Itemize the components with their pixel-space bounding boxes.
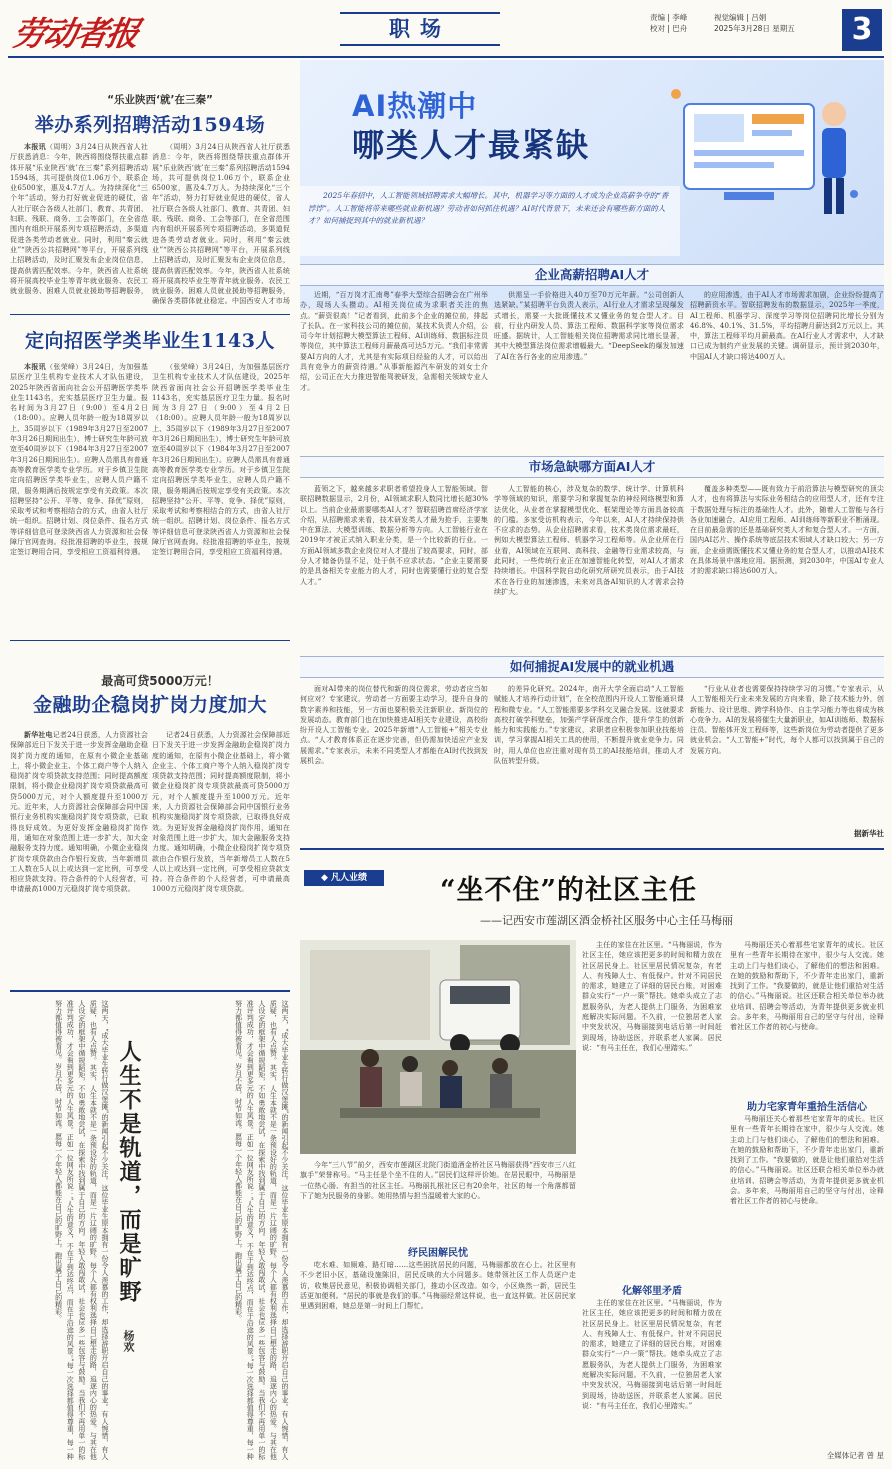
ai-section-1-heading: 企业高薪招聘AI人才 xyxy=(300,264,884,286)
feature-intro: 今年“三八节”前夕，西安市莲湖区北院门街道酒金桥社区马梅丽获得“西安市三八红旗手”荣誉称号。“马主任是个坐不住的人。”居民们这样评价她。在居民眼中，马梅丽是一位热心肠、有担当的社区主任。马梅丽扎根社区已有20余年，社区的每一个角落都留下了她为民服务的身影。她用热情与担当温暖着大家的心。 xyxy=(300,1161,576,1200)
hero-title-2: 哪类人才最紧缺 xyxy=(352,126,591,164)
feature-tag-text: 凡人业绩 xyxy=(331,873,368,883)
design-label: 视觉编辑 xyxy=(714,13,744,22)
hero-title-1: AI热潮中 xyxy=(352,89,478,123)
proof-name: 巴舟 xyxy=(672,24,688,33)
feature-col3: 马梅丽还关心着那些宅家青年的成长。社区里有一些青年长期待在家中，很少与人交流。她主动上门与他们谈心，了解他们的想法和困难。在她的鼓励和帮助下，不少青年走出家门，重新找到了工作。“我要做的，就是让他们重拾对生活的信心。”马梅丽说。社区还联合相关单位举办就业培训、招聘会等活动，为青年提供更多就业机会。多年来，马梅丽用自己的坚守与付出，诠释着社区工作者的初心与使命。 xyxy=(730,941,884,1032)
essay-title: 人生不是轨道，而是旷野 xyxy=(116,1040,142,1304)
article1-byline: 本报讯 xyxy=(24,142,47,151)
community-photo-icon xyxy=(300,940,576,1154)
section-title: 职场 xyxy=(340,12,500,46)
ai-section-2-col2: 人工智能的核心，涉及复杂的数学、统计学、计算机科学等领域的知识，需要学习和掌握复杂的神经网络模型和算法优化，从业者在掌握模型优化、框架理论等方面具备较高的门槛。多家受访机构表示，今年以来，AI人才持续保持供不应求的态势。从企业招聘需求看，技术类岗位需求最旺，例如大模型算法工程师、机器学习工程师等。从企业所在行业看，AI领域在互联网、高科技、金融等行业需求较高，与此同时，一些传统行业正在加速智能化转型，对AI人才需求持续增长。中国科学院自动化研究所研究员表示，由于AI技术在各行业的加速渗透，未来对具备AI知识的人才需求会持续扩大。 xyxy=(494,485,684,596)
feature-subhead-1: 纾民困解民忧 xyxy=(408,1248,468,1259)
essay-author: 杨欢 xyxy=(122,1330,135,1352)
article3-kicker: 最高可贷5000万元！ xyxy=(101,674,219,688)
editor-name: 李峰 xyxy=(672,13,688,22)
feature-subhead-3: 助力宅家青年重拾生活信心 xyxy=(747,1102,867,1113)
article3-text: 记者24日获悉，人力资源社会保障部近日下发关于进一步发挥金融助企稳岗扩岗力度的通知，在原有小微企业基础上，将小微企业主、个体工商户等个人纳入稳岗扩岗专项贷款支持范围；同时提高额度限制，将小微企业稳岗扩岗专项贷款最高可贷5000万元，对个人额度提升至1000万元。近年来，人力资源社会保障部会同中国银行业务机构实施稳岗扩岗专项贷款，已取得良好成效。为更好发挥金融稳岗扩岗作用，通知在对象范围上进一步扩大，加大金融服务支持力度。通知明确，小微企业稳岗扩岗专项贷款由合作银行发放，当年新增员工人数在5人以上或达到一定比例，可享受相应贷款支持。符合条件的个人经营者，可申请最高1000万元稳岗扩岗专项贷款。 xyxy=(10,731,148,894)
article1-kicker: “乐业陕西‘就’在三秦” xyxy=(107,94,213,106)
feature-col2b: 主任的家住在社区里。“马梅丽说，作为社区主任，她应该把更多的时间和精力放在社区居民身上。社区里居民情况复杂，有老人、有残障人士、有低保户。针对不同居民的需求，她建立了详细的居民台账，对困难群众实行“一户一策”帮扶。她牵头成立了志愿服务队，为老人提供上门服务，为困难家庭解决实际问题。不久前，一位独居老人家中突发状况，马梅丽接到电话后第一时间赶到现场，协助送医，并联系老人家属。居民说：“有马主任在，我们心里踏实。” xyxy=(582,1299,722,1410)
ai-section-3-heading: 如何捕捉AI发展中的就业机遇 xyxy=(300,656,884,678)
ai-section-3-col3: “行业从业者也需要保持持续学习的习惯。”专家表示，从人工智能相关行业未来发展的方向来看，除了技术能力外，创新能力、设计思维、跨学科协作、自主学习能力等也将成为核心竞争力。AI的发展将催生大量新职业，如AI训练师、数据标注员、智能体开发工程师等，这些新岗位为劳动者提供了更多就业机会。“人工智能+”时代，每个人都可以找到属于自己的发展方向。 xyxy=(690,685,884,755)
article1-title: 举办系列招聘活动1594场 xyxy=(34,114,266,136)
header-rule xyxy=(8,56,884,58)
article2-body-col2 xyxy=(152,362,290,632)
article2-body xyxy=(10,362,148,632)
article2-byline: 本报讯 xyxy=(24,362,47,371)
essay-body-left: 这两天，“成大毕业生转行做汉堡摊”的新闻引起不少关注。这位毕业生原本拥有一份令人羡慕的工作，却选择辞职开启自己的事业。有人惋惜，有人质疑，也有人点赞。其实，人生本就不是一条预设好的轨道，而是一片辽阔的旷野。每个人都有权利选择自己想走的路，追逐内心的热爱。与其在他人设定的框架中循规蹈矩，不如勇敢地尝试，在探索中找到属于自己的方向。年轻人敢闯敢试，社会也应多一些包容与鼓励。当我们不再用单一的标准评判成功，才会看到更多元的人生风景。正如一位网友所说：“人生的意义，不在于到达终点，而在于沿途的风景。”每一次选择都值得尊重，每一种努力都值得被看见。岁月不居，时节如流。愿每一个年轻人都能在自己的旷野上，跑出属于自己的精彩。 xyxy=(54,1000,109,1460)
article2-text: （张荣峰）3月24日，为加强基层医疗卫生机构专业技术人才队伍建设，2025年陕西省面向社会公开招聘医学类毕业生1143名，充实基层医疗卫生力量。报名时间为3月27日（9:00）至4月2日（18:00）。应聘人员年龄一般为18周岁以上、35周岁以下（1989年3月27日至2007年3月26日期间出生），博士研究生年龄可放宽至40周岁以下（1984年3月27日至2007年3月26日期间出生）。应聘人员需具有普通高等教育医学类专业学历。对于乡镇卫生院定向招聘医学类毕业生，应聘人员户籍不限，服务期满后按规定享受有关政策。本次招聘坚持“公开、平等、竞争、择优”原则，采取考试和考察相结合的方式，由省人社厅统一组织。招聘计划、岗位条件、报名方式等详细信息可登录陕西省人力资源和社会保障厅官网查询。经批准招聘的毕业生，按规定签订聘用合同，享受相应工资福利待遇。 xyxy=(10,363,148,557)
hero-lead: 2025年春招中，人工智能领域招聘需求大幅增长。其中，机器学习等方面的人才成为企业高薪争夺的“香饽饽”。人工智能将带来哪些就业新机遇？劳动者如何抓住机遇？AI时代背景下，未来还会有哪些新方面的人才？如何捕捉到其中的就业新机遇？ xyxy=(308,191,669,225)
feature-credit: 全媒体记者 曾 星 xyxy=(826,1451,884,1460)
feature-photo xyxy=(300,940,576,1154)
article2-title: 定向招医学类毕业生1143人 xyxy=(25,330,275,352)
ai-section-3-col1: 面对AI带来的岗位替代和新的岗位需求，劳动者应当如何应对？专家建议，劳动者一方面要主动学习，提升自身的数字素养和技能，另一方面也要积极关注新职业、新岗位的发展动态。教育部门也在加快推进AI相关专业建设，高校纷纷开设人工智能专业。2025年新增“人工智能+”相关专业点。“人才教育体系正在逐步完善，但仍需加快适应产业发展需求。”专家表示，未来不同类型人才都能在AI时代找到发展机会。 xyxy=(300,685,488,766)
hero-illustration xyxy=(664,74,864,224)
ai-section-2-col1: 蓝领之下，越来越多求职者希望投身人工智能领域。智联招聘数据显示，2月份，AI领域求职人数同比增长超30%以上。当前企业最需要哪类AI人才？智联招聘首席经济学家介绍，从招聘需求来看，技术研发类人才最为抢手，主要集中在算法、大模型训练、数据分析等方向。人工智能行业在2019年才被正式纳入职业分类，是一个比较新的行业。一方面AI领域多数企业岗位对人才提出了较高要求，同时，部分人才储备仍显不足，处于供不应求状态。“企业主要需要的是具备相关专业能力的人才，同时也需要懂行业的复合型人才。” xyxy=(300,485,488,586)
ai-section-3-col2: 的差异化研究。2024年，南开大学全面启动“人工智能赋能人才培养行动计划”，在全校范围内开设人工智能通识课程和微专业。“人工智能需要多学科交叉融合发展。这就要求高校打破学科壁垒，加强产学研深度合作，提升学生的创新能力和实践能力。”专家建议，求职者应积极参加职业技能培训，学习掌握AI相关工具的使用，不断提升就业竞争力。同时，用人单位也应注重对现有员工的AI技能培训，推动人才队伍转型升级。 xyxy=(494,685,684,766)
article3-byline: 新华社电 xyxy=(24,730,53,739)
ai-section-1-col3: 的应用渗透，由于AI人才市场需求加剧，企业纷纷提高了招聘薪资水平。智联招聘发布的数据显示，2025年一季度，AI工程师、机器学习、深度学习等岗位招聘同比增长分别为46.8%、40.1%、31.5%，平均招聘月薪达到2万元以上。其中，算法工程师平均月薪最高。在AI行业人才需求中，人才缺口已成为制约产业发展的关键。调研显示，预计到2030年，中国AI人才缺口将达400万人。 xyxy=(690,291,884,361)
page-number: 3 xyxy=(842,9,882,51)
divider xyxy=(10,314,290,315)
article1-body xyxy=(10,142,148,306)
feature-col3b: 马梅丽还关心着那些宅家青年的成长。社区里有一些青年长期待在家中，很少与人交流。她主动上门与他们谈心，了解他们的想法和困难。在她的鼓励和帮助下，不少青年走出家门，重新找到了工作。“我要做的，就是让他们重拾对生活的信心。”马梅丽说。社区还联合相关单位举办就业培训、招聘会等活动，为青年提供更多就业机会。多年来，马梅丽用自己的坚守与付出，诠释着社区工作者的初心与使命。 xyxy=(730,1115,884,1206)
ai-credit: 据新华社 xyxy=(854,829,884,838)
article2-text-col2: （张荣峰）3月24日，为加强基层医疗卫生机构专业技术人才队伍建设，2025年陕西省面向社会公开招聘医学类毕业生1143名，充实基层医疗卫生力量。报名时间为3月27日（9:00）至4月2日（18:00）。应聘人员年龄一般为18周岁以上、35周岁以下（1989年3月27日至2007年3月26日期间出生），博士研究生年龄可放宽至40周岁以下（1984年3月27日至2007年3月26日期间出生）。应聘人员需具有普通高等教育医学类专业学历。对于乡镇卫生院定向招聘医学类毕业生，应聘人员户籍不限，服务期满后按规定享受有关政策。本次招聘坚持“公开、平等、竞争、择优”原则，采取考试和考察相结合的方式，由省人社厅统一组织。招聘计划、岗位条件、报名方式等详细信息可登录陕西省人力资源和社会保障厅官网查询。经批准招聘的毕业生，按规定签订聘用合同，享受相应工资福利待遇。 xyxy=(152,363,290,557)
divider xyxy=(10,640,290,641)
divider xyxy=(10,990,290,992)
issue-date: 2025年3月28日 星期五 xyxy=(714,24,795,33)
article1-body-col2 xyxy=(152,142,290,306)
article3-body xyxy=(10,730,148,980)
ai-section-2-col3: 覆盖多种类型——既有致力于前沿算法与模型研究的顶尖人才，也有将算法与实际业务相结合的应用型人才，还有专注于数据处理与标注的基础性人才。此外，随着人工智能与各行各业加速融合，AI应用工程师、AI训练师等新职业不断涌现。在目前最急需的还是基础研究类人才和复合型人才。一方面，国内AI芯片、操作系统等底层技术领域人才缺口较大；另一方面，企业亟需既懂技术又懂业务的复合型人才，以推动AI技术在具体场景中落地应用。据预测，到2030年，中国AI专业人才的需求缺口将达600万人。 xyxy=(690,485,884,576)
feature-col1: 吃水难、如厕难、路灯暗……这些困扰居民的问题，马梅丽都放在心上。社区里有不少老旧小区，基础设施陈旧，居民反映的大小问题多。她带领社区工作人员逐户走访，收集居民意见，积极协调相关部门，推动小区改造。如今，小区焕然一新，居民生活更加便利。“居民的事就是我们的事。”马梅丽经常这样说，也一直这样做。社区居民家里遇到困难，她总是第一时间上门帮忙。 xyxy=(300,1261,576,1311)
masthead-logo: 劳动者报 xyxy=(9,14,141,53)
article3-title: 金融助企稳岗扩岗力度加大 xyxy=(32,694,267,716)
essay-body-right: 这两天，“成大毕业生转行做汉堡摊”的新闻引起不少关注。这位毕业生原本拥有一份令人羡慕的工作，却选择辞职开启自己的事业。有人惋惜，有人质疑，也有人点赞。其实，人生本就不是一条预设好的轨道，而是一片辽阔的旷野。每个人都有权利选择自己想走的路，追逐内心的热爱。与其在他人设定的框架中循规蹈矩，不如勇敢地尝试，在探索中找到属于自己的方向。年轻人敢闯敢试，社会也应多一些包容与鼓励。当我们不再用单一的标准评判成功，才会看到更多元的人生风景。正如一位网友所说：“人生的意义，不在于到达终点，而在于沿途的风景。”每一次选择都值得尊重，每一种努力都值得被看见。岁月不居，时节如流。愿每一个年轻人都能在自己的旷野上，跑出属于自己的精彩。 xyxy=(234,1000,289,1460)
article1-text: （周明）3月24日从陕西省人社厅获悉消息：今年，陕西将围绕帮扶重点群体开展“乐业陕西‘就’在三秦”系列招聘活动1594场，共可提供岗位1.06万个，联系企业6500家，惠及4.7万人。为持续深化“三个年”活动，努力打好就业促进的硬仗，省人社厅联合各级人社部门、教育、共青团、妇联、残联、商务、工会等部门，在全省范围内有组织开展系列专项招聘活动，多渠道促进各类劳动者就业。同时，利用“秦云就业”“陕西公共招聘网”等平台，开展系列线上招聘活动，及时汇聚发布企业岗位信息，提高供需匹配效率。今年，陕西省人社系统将开展高校毕业生等青年就业服务、农民工就业服务、困难人员就业援助等招聘服务， xyxy=(10,143,148,296)
article3-body-col2 xyxy=(152,730,290,980)
feature-tag: ◆ 凡人业绩 xyxy=(304,870,384,886)
ai-section-1-col1: 近期，“百万岗才汇南粤”春季大型综合招聘会在广州举办，现场人头攒动。AI相关岗位成为求职者关注的焦点。“薪资很高！”记者看到，此前多个企业的摊位前，排起了长队。在一家科技公司的摊位前，某技术负责人介绍，公司今年计划招聘大模型算法工程师、AI训练师、数据标注员等岗位，其中算法工程师月薪最高可达5万元。“我们非常需要AI方向的人才，尤其是有实际项目经验的人才，可以给出具有竞争力的薪资待遇。”从事新能源汽车研发的刘女士介绍，公司正在大力推进智能驾驶研发，急需相关领域专业人才。 xyxy=(300,291,488,392)
hero-lead-box xyxy=(300,186,680,256)
editor-info: 责编 | 李峰 校对 | 巴舟 xyxy=(650,13,688,33)
design-info: 视觉编辑 | 吕娟 2025年3月28日 星期五 xyxy=(714,13,795,33)
article1-text-col2: （周明）3月24日从陕西省人社厅获悉消息：今年，陕西将围绕帮扶重点群体开展“乐业陕西‘就’在三秦”系列招聘活动1594场，共可提供岗位1.06万个，联系企业6500家，惠及4.7万人。为持续深化“三个年”活动，努力打好就业促进的硬仗，省人社厅联合各级人社部门、教育、共青团、妇联、残联、商务、工会等部门，在全省范围内有组织开展系列专项招聘活动，多渠道促进各类劳动者就业。同时，利用“秦云就业”“陕西公共招聘网”等平台，开展系列线上招聘活动，及时汇聚发布企业岗位信息，提高供需匹配效率。今年，陕西省人社系统将开展高校毕业生等青年就业服务、农民工就业服务、困难人员就业援助等招聘服务，确保各类群体就业稳定。中国西安人才市场 xyxy=(152,143,290,306)
ai-section-2-heading: 市场急缺哪方面AI人才 xyxy=(300,456,884,478)
proof-label: 校对 xyxy=(650,24,665,33)
design-name: 吕娟 xyxy=(751,13,767,22)
divider xyxy=(300,848,884,850)
feature-title: “坐不住”的社区主任 xyxy=(440,875,698,906)
article3-text-col2: 记者24日获悉，人力资源社会保障部近日下发关于进一步发挥金融助企稳岗扩岗力度的通知，在原有小微企业基础上，将小微企业主、个体工商户等个人纳入稳岗扩岗专项贷款支持范围；同时提高额度限制，将小微企业稳岗扩岗专项贷款最高可贷5000万元，对个人额度提升至1000万元。近年来，人力资源社会保障部会同中国银行业务机构实施稳岗扩岗专项贷款，已取得良好成效。为更好发挥金融稳岗扩岗作用，通知在对象范围上进一步扩大，加大金融服务支持力度。通知明确，小微企业稳岗扩岗专项贷款由合作银行发放，当年新增员工人数在5人以上或达到一定比例，可享受相应贷款支持。符合条件的个人经营者，可申请最高1000万元稳岗扩岗专项贷款。 xyxy=(152,731,290,894)
feature-subtitle: ——记西安市莲湖区酒金桥社区服务中心主任马梅丽 xyxy=(480,914,733,927)
editor-label: 责编 xyxy=(650,13,665,22)
feature-col2: 主任的家住在社区里。“马梅丽说，作为社区主任，她应该把更多的时间和精力放在社区居民身上。社区里居民情况复杂，有老人、有残障人士、有低保户。针对不同居民的需求，她建立了详细的居民台账，对困难群众实行“一户一策”帮扶。她牵头成立了志愿服务队，为老人提供上门服务，为困难家庭解决实际问题。不久前，一位独居老人家中突发状况，马梅丽接到电话后第一时间赶到现场，协助送医，并联系老人家属。居民说：“有马主任在，我们心里踏实。” xyxy=(582,941,722,1052)
ai-section-1-col2: 供需呈一手价格进入40万至70万元年薪。“公司创新人选紧缺。”某招聘平台负责人表示，AI行业人才需求呈现爆发式增长，需要一大批既懂技术又懂业务的复合型人才。目前，行业内研发人员、算法工程师、数据科学家等岗位需求旺盛。据统计，人工智能相关岗位招聘需求同比增长显著，其中大模型算法岗位需求增幅最大。“DeepSeek的爆发加速了AI在各行各业的应用渗透。” xyxy=(494,291,684,361)
ai-robot-icon xyxy=(664,74,864,224)
feature-subhead-2: 化解邻里矛盾 xyxy=(622,1286,682,1297)
